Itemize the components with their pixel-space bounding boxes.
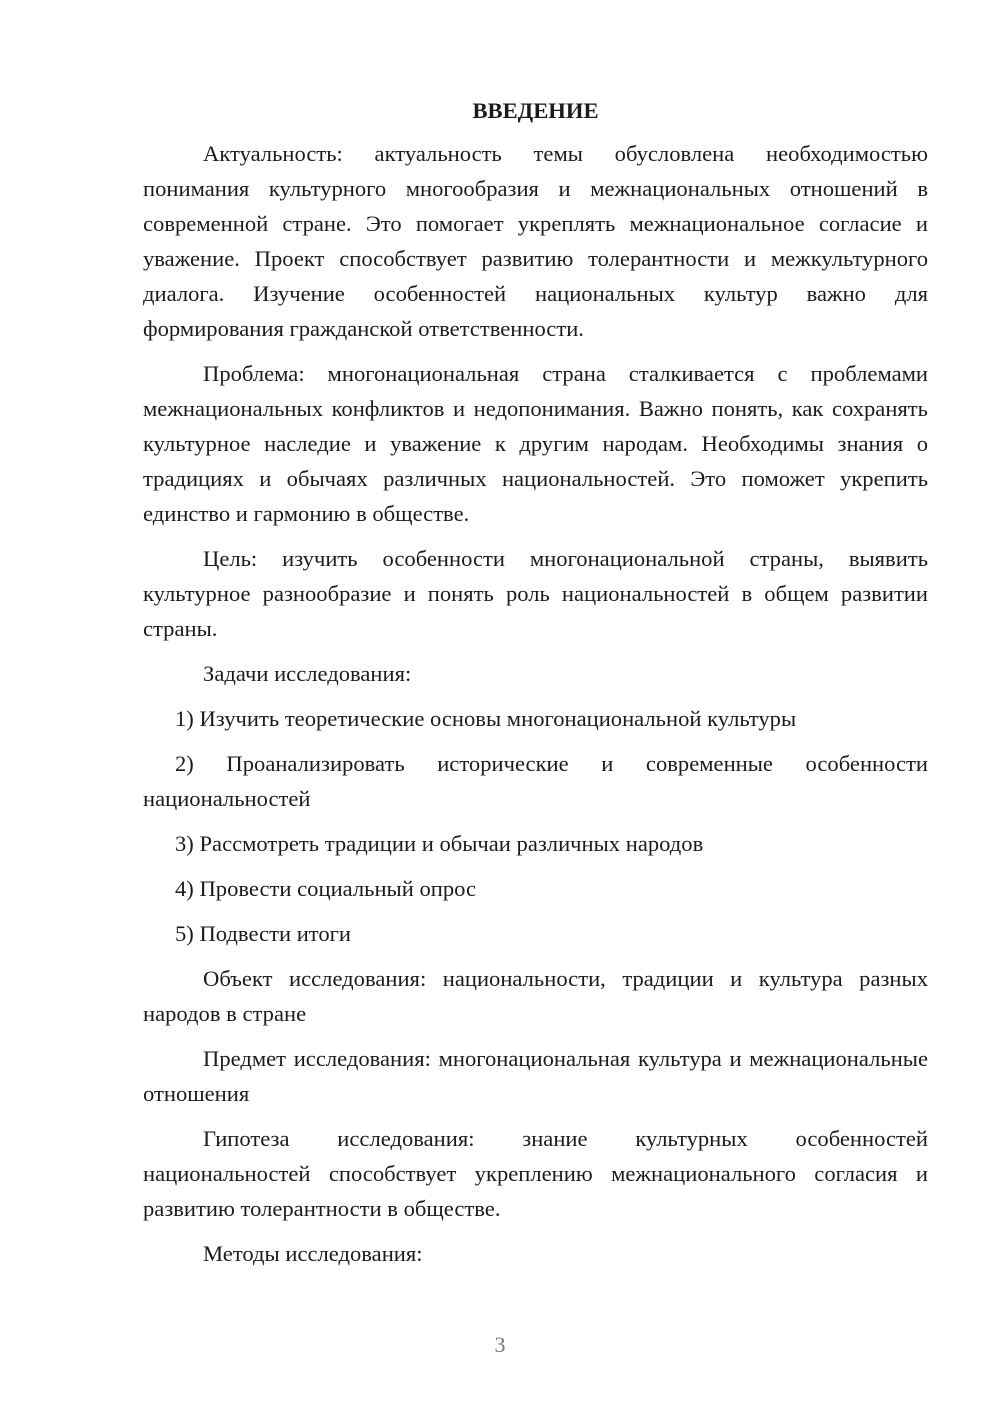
problem-paragraph: Проблема: многонациональная страна сталкивается с проблемами межнациональных конфликтов и недопонимания. Важно понять, как сохранять культурное наследие и уважение к другим народам. Необходимы знания о традициях и обычаях различных национальностей. Это поможет укрепить единство и гармонию в обществе. — [143, 361, 928, 526]
relevance-paragraph: Актуальность: актуальность темы обусловлена необходимостью понимания культурного многообразия и межнациональных отношений в современной стране. Это помогает укреплять межнациональное согласие и уважение. Проект способствует развитию толерантности и межкультурного диалога. Изучение особенностей национальных культур важно для формирования гражданской ответственности. — [143, 141, 928, 341]
page-number: 3 — [494, 1332, 506, 1357]
subject-paragraph: Предмет исследования: многонациональная культура и межнациональные отношения — [143, 1046, 928, 1106]
task-item-3: 3) Рассмотреть традиции и обычаи различных народов — [175, 831, 704, 856]
tasks-heading: Задачи исследования: — [203, 661, 412, 686]
page-title: ВВЕДЕНИЕ — [472, 98, 599, 123]
task-item-1: 1) Изучить теоретические основы многонациональной культуры — [175, 706, 797, 731]
goal-paragraph: Цель: изучить особенности многонациональной страны, выявить культурное разнообразие и понять роль национальностей в общем развитии страны. — [143, 546, 928, 641]
task-item-5: 5) Подвести итоги — [175, 921, 352, 946]
hypothesis-paragraph: Гипотеза исследования: знание культурных особенностей национальностей способствует укреплению межнационального согласия и развитию толерантности в обществе. — [143, 1126, 928, 1221]
task-item-2: 2) Проанализировать исторические и современные особенности национальностей — [143, 751, 928, 811]
methods-heading: Методы исследования: — [203, 1241, 423, 1266]
document-page — [143, 96, 928, 1281]
task-item-4: 4) Провести социальный опрос — [175, 876, 477, 901]
object-paragraph: Объект исследования: национальности, традиции и культура разных народов в стране — [143, 966, 928, 1026]
